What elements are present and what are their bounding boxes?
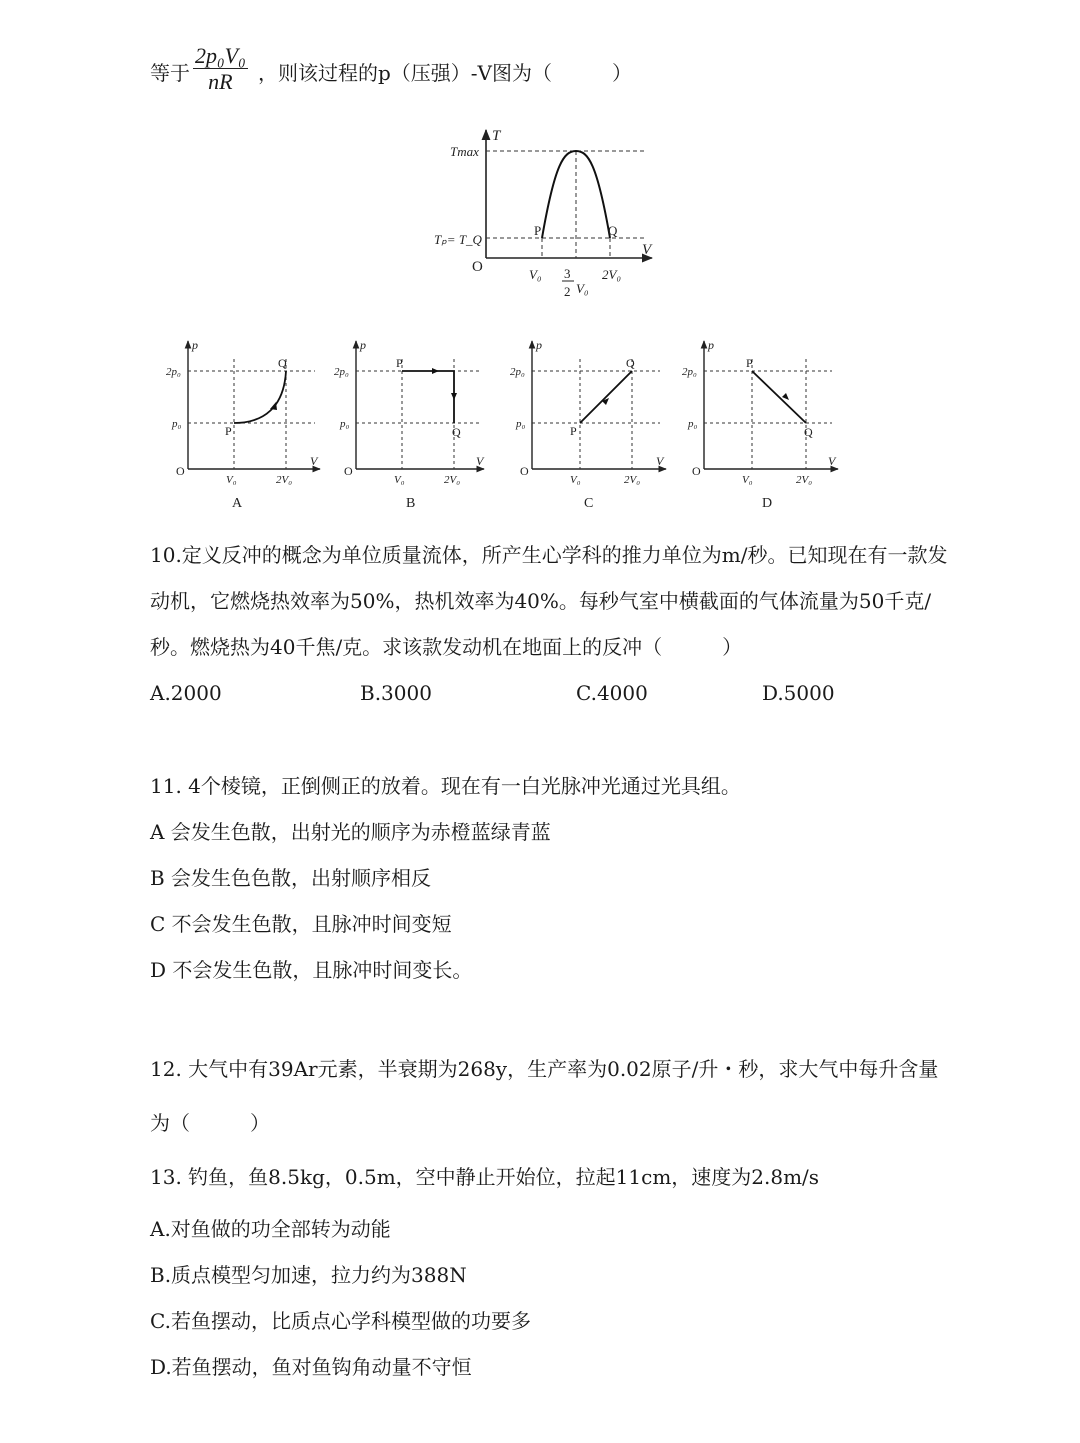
q13-stem: 13. 钓鱼，鱼8.5kg，0.5m，空中静止开始位，拉起11cm，速度为2.8m/s [150,1165,820,1189]
option-c-2p0: 2p₀ [510,366,525,378]
tick-frac-v0: V₀ [576,281,589,296]
option-a-arrow [270,402,277,410]
q10-option-c: C.4000 [576,681,648,705]
option-d-arrow [782,393,789,400]
option-graph-d [682,338,838,511]
q11-option-b: B 会发生色色散，出射顺序相反 [150,866,432,890]
option-graph-c [510,338,666,511]
q13-option-b: B.质点模型匀加速，拉力约为388N [150,1263,467,1287]
option-d-p0: p₀ [688,418,698,430]
q11-option-d: D 不会发生色散，且脉冲时间变长。 [150,958,473,982]
option-d-line [752,371,806,423]
q10-line-1: 10.定义反冲的概念为单位质量流体，所产生心学科的推力单位为m/秒。已知现在有一款发 [150,543,948,567]
point-q-label: Q [608,223,618,238]
main-graph-origin: O [472,259,483,275]
q9-fraction-denominator: nR [208,69,233,94]
option-a-y-label: p [192,338,198,352]
option-c-q: Q [626,356,635,370]
q13-option-c: C.若鱼摆动，比质点心学科模型做的功要多 [150,1309,531,1333]
q10-line-3: 秒。燃烧热为40千焦/克。求该款发动机在地面上的反冲（ ） [150,635,743,659]
option-graph-a [166,338,320,511]
option-a-q: Q [278,356,287,370]
tick-2v0: 2V₀ [602,267,621,282]
option-d-2p0: 2p₀ [682,366,697,378]
tick-v0: V₀ [529,267,542,282]
option-c-p0: p₀ [516,418,526,430]
option-d-x-label: V [828,454,836,468]
q11-option-a: A 会发生色散，出射光的顺序为赤橙蓝绿青蓝 [150,820,551,844]
main-tv-graph [420,118,680,318]
option-d-label: D [762,496,773,511]
q9-prefix: 等于 [150,61,190,85]
option-a-v0: V₀ [226,474,237,486]
q11-stem: 11. 4个棱镜，正倒侧正的放着。现在有一白光脉冲光通过光具组。 [150,774,741,798]
option-a-origin: O [176,464,185,478]
option-b-arrow-h [432,368,439,374]
tick-frac-den: 2 [564,284,571,299]
option-a-x-label: V [310,454,318,468]
option-c-v0: V₀ [570,474,581,486]
q12-line-2: 为（ ） [150,1111,270,1135]
option-c-2v0: 2V₀ [624,474,641,486]
tp-tq-label: Tₚ= T_Q [434,232,482,247]
option-b-x-label: V [476,454,484,468]
option-b-origin: O [344,464,353,478]
main-graph-y-label: T [492,128,501,144]
option-a-p: P [225,424,232,438]
option-d-2v0: 2V₀ [796,474,813,486]
q9-suffix: ，则该过程的p（压强）-V图为（ ） [258,61,633,85]
option-b-2p0: 2p₀ [334,366,349,378]
option-b-label: B [406,496,416,511]
q10-option-a: A.2000 [150,681,222,705]
option-c-y-label: p [536,338,542,352]
option-c-line [580,371,632,423]
q12-line-1: 12. 大气中有39Ar元素，半衰期为268y，生产率为0.02原子/升・秒，求大气中每升含量 [150,1057,939,1081]
option-c-origin: O [520,464,529,478]
option-b-v0: V₀ [394,474,405,486]
option-d-p: P [746,356,753,370]
option-b-path [402,371,454,423]
option-b-p0: p₀ [340,418,350,430]
option-b-2v0: 2V₀ [444,474,461,486]
option-a-p0: p₀ [172,418,182,430]
option-a-label: A [232,496,243,511]
option-c-p: P [570,424,577,438]
option-d-v0: V₀ [742,474,753,486]
q13-option-d: D.若鱼摆动，鱼对鱼钩角动量不守恒 [150,1355,472,1379]
tick-frac-num: 3 [564,266,571,281]
option-graphs [160,335,860,520]
option-a-curve [234,371,286,423]
option-c-x-label: V [656,454,664,468]
option-d-q: Q [804,425,813,439]
option-a-2p0: 2p₀ [166,366,181,378]
option-d-y-label: p [708,338,714,352]
option-b-p: P [396,356,403,370]
tmax-label: Tmax [450,144,479,159]
option-d-origin: O [692,464,701,478]
option-graph-b [334,338,485,511]
option-b-arrow-v [451,393,457,400]
q9-fraction [193,44,248,95]
point-p-label: P [534,223,542,238]
option-b-y-label: p [360,338,366,352]
option-c-label: C [584,496,594,511]
main-graph-x-label: V [642,242,652,258]
q13-option-a: A.对鱼做的功全部转为动能 [150,1217,391,1241]
q11-option-c: C 不会发生色散，且脉冲时间变短 [150,912,452,936]
q10-option-d: D.5000 [762,681,835,705]
q9-fraction-numerator: 2p₀V₀ [195,43,246,68]
option-b-q: Q [452,425,461,439]
q10-option-b: B.3000 [360,681,432,705]
option-a-2v0: 2V₀ [276,474,293,486]
q10-line-2: 动机，它燃烧热效率为50%，热机效率为40%。每秒气室中横截面的气体流量为50千克/ [150,589,932,613]
